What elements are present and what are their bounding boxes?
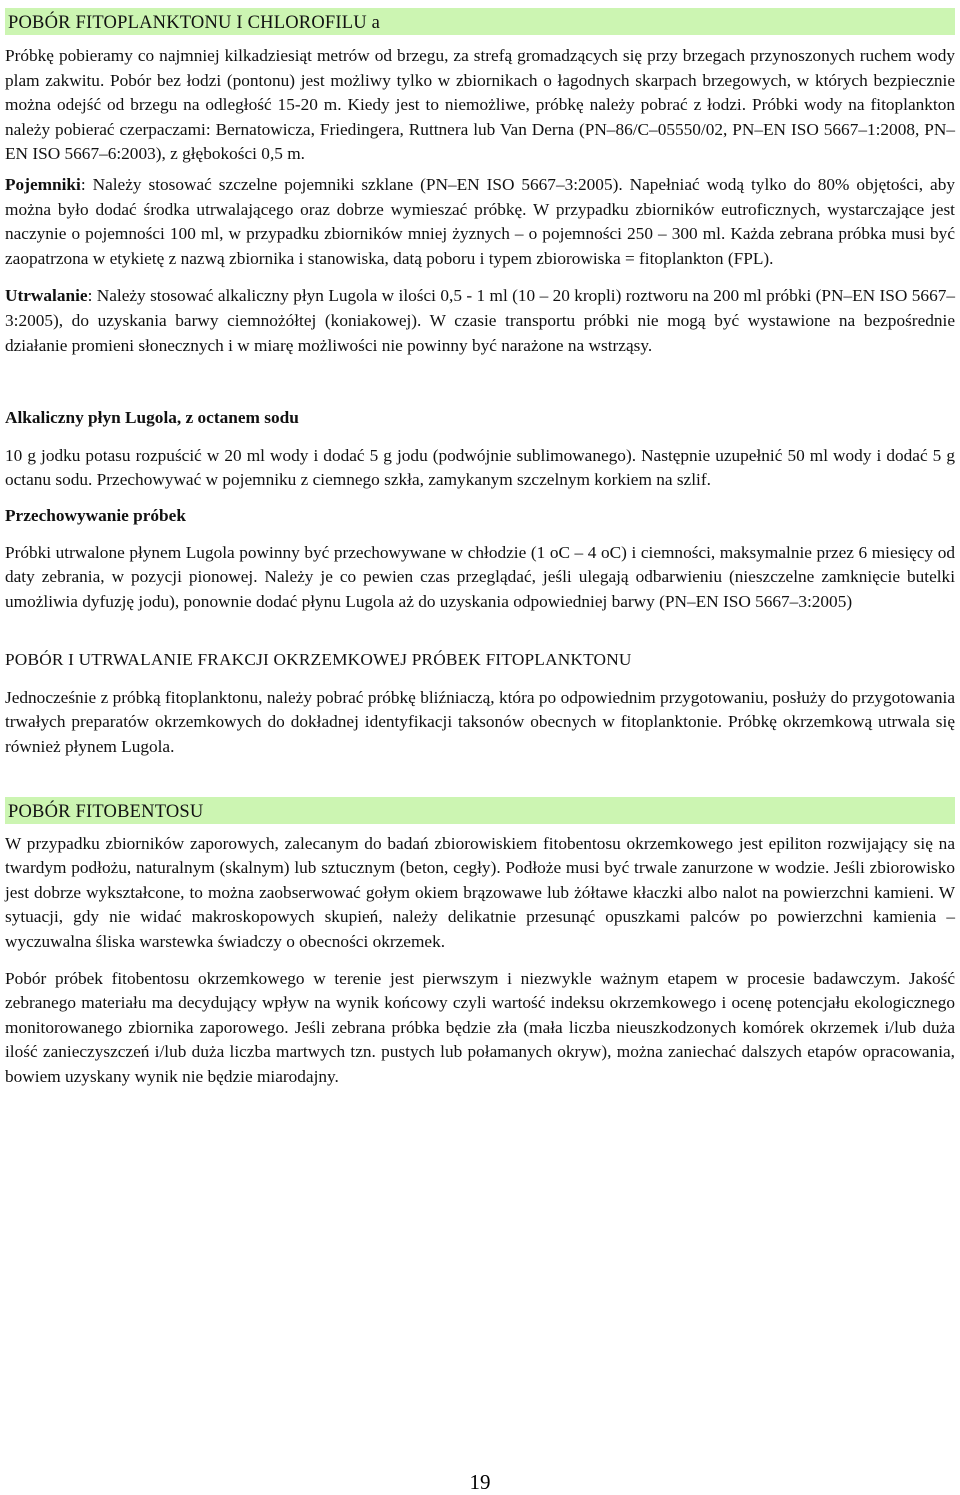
paragraph-diatom: Jednocześnie z próbką fitoplanktonu, należy pobrać próbkę bliźniaczą, która po odpowiednim przygotowaniu, posłuży do przygotowania trwałych preparatów okrzemkowych do dokładnej identyfikacji taksonów obecnych w fitoplanktonie. Próbkę okrzemkową utrwala się również płynem Lugola. [5, 687, 955, 757]
fixing-text: : Należy stosować alkaliczny płyn Lugola w ilości 0,5 - 1 ml (10 – 20 kropli) roztworu na 200 ml próbki (PN–EN ISO 5667–3:2005), do uzyskania barwy ciemnożółtej (koniakowej). W czasie transportu próbki nie mogą być wystawione na bezpośrednie działanie promieni słonecznych i w miarę możliwości nie powinny być narażone na wstrząsy. [5, 286, 955, 355]
section-heading-phytobenthos: POBÓR FITOBENTOSU [5, 797, 955, 824]
heading-diatom: POBÓR I UTRWALANIE FRAKCJI OKRZEMKOWEJ PRÓBEK FITOPLANKTONU [5, 650, 632, 670]
page-number: 19 [469, 1470, 491, 1494]
paragraph-containers [5, 173, 955, 271]
fixing-label: Utrwalanie [5, 286, 88, 306]
section-heading-phytoplankton: POBÓR FITOPLANKTONU I CHLOROFILU a [5, 8, 955, 35]
paragraph-phytobenthos-2: Pobór próbek fitobentosu okrzemkowego w terenie jest pierwszym i niezwykle ważnym etapem w procesie badawczym. Jakość zebranego materiału ma decydujący wpływ na wynik końcowy czyli wartość indeksu okrzemkowego i ocenę potencjału ekologicznego monitorowanego zbiornika zaporowego. Jeśli zebrana próbka będzie zła (mała liczba nieuszkodzonych komórek okrzemek i/lub duża ilość zanieczyszczeń i/lub duża liczba martwych tzn. pustych lub połamanych okryw), można zaniechać dalszych etapów opracowania, bowiem uzyskany wynik nie będzie miarodajny. [5, 968, 955, 1086]
paragraph-fixing [5, 284, 955, 358]
paragraph-phytobenthos-1: W przypadku zbiorników zaporowych, zalecanym do badań zbiorowiskiem fitobentosu okrzemkowego jest epiliton rozwijający się na twardym podłożu, naturalnym (skalnym) lub sztucznym (beton, cegły). Podłoże musi być trwale zanurzone w wodzie. Jeśli zbiorowisko jest dobrze wykształcone, to można zaobserwować gołym okiem brązowawe lub żółtawe kłaczki albo nalot na powierzchni kamieni. W sytuacji, gdy nie widać makroskopowych skupień, należy delikatnie przesunąć opuszkami palców po powierzchni kamienia – wyczuwalna śliska warstewka świadczy o obecności okrzemek. [5, 833, 955, 952]
spacer [5, 358, 955, 406]
paragraph-sampling: Próbkę pobieramy co najmniej kilkadziesiąt metrów od brzegu, za strefą gromadzących się przy brzegach przynoszonych ruchem wody plam zakwitu. Pobór bez łodzi (pontonu) jest możliwy tylko w zbiornikach o łagodnych skarpach brzegowych, w których bezpiecznie można odejść od brzegu na odległość 15-20 m. Kiedy jest to niemożliwe, próbkę należy pobrać z łodzi. Próbki wody na fitoplankton należy pobierać czerpaczami: Bernatowicza, Friedingera, Ruttnera lub Van Derna (PN–86/C–05550/02, PN–EN ISO 5667–1:2008, PN–EN ISO 5667–6:2003), z głębokości 0,5 m. [5, 46, 955, 164]
subheading-lugol: Alkaliczny płyn Lugola, z octanem sodu [5, 408, 299, 428]
containers-label: Pojemniki [5, 174, 81, 194]
subheading-storage: Przechowywanie próbek [5, 505, 186, 525]
paragraph-lugol: 10 g jodku potasu rozpuścić w 20 ml wody i dodać 5 g jodu (podwójnie sublimowanego). Następnie uzupełnić 50 ml wody i dodać 5 g octanu sodu. Przechowywać w pojemniku z ciemnego szkła, zamykanym szczelnym korkiem na szlif. [5, 445, 955, 490]
paragraph-storage: Próbki utrwalone płynem Lugola powinny być przechowywane w chłodzie (1 oC – 4 oC) i ciemności, maksymalnie przez 6 miesięcy od daty zebrania, w pozycji pionowej. Należy je co pewien czas przeglądać, jeśli ulegają odbarwieniu (nieszczelne zamknięcie butelki umożliwia dyfuzję jodu), ponownie dodać płynu Lugola aż do uzyskania odpowiedniej barwy (PN–EN ISO 5667–3:2005) [5, 542, 955, 611]
containers-text: : Należy stosować szczelne pojemniki szklane (PN–EN ISO 5667–3:2005). Napełniać wodą tylko do 80% objętości, aby można było dodać środka utrwalającego oraz dobrze wymieszać próbkę. W przypadku zbiorników eutroficznych, wystarczające jest naczynie o pojemności 100 ml, w przypadku zbiorników mniej żyznych – o pojemności 250 – 300 ml. Każda zebrana próbka musi być zaopatrzona w etykietę z nazwą zbiornika i stanowiska, datą poboru i typem zbiorowiska = fitoplankton (FPL). [5, 174, 955, 268]
